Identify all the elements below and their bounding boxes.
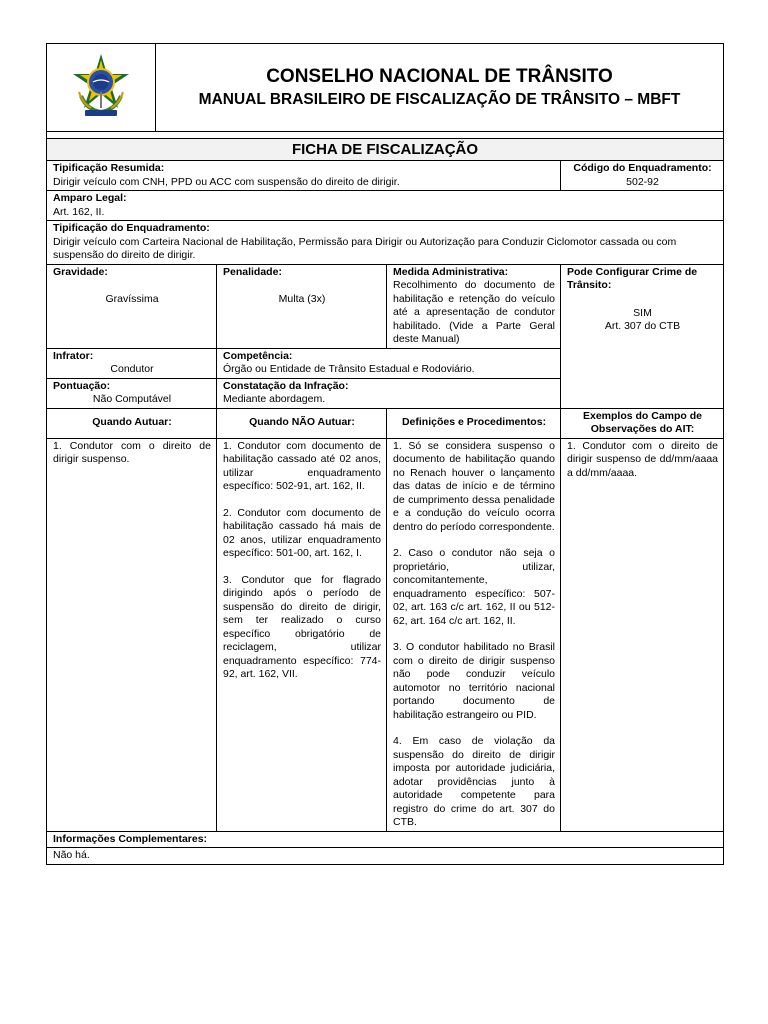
tipificacao-resumida-value: Dirigir veículo com CNH, PPD ou ACC com suspensão do direito de dirigir. bbox=[53, 175, 400, 188]
quando-nao-autuar-item-1: 1. Condutor com documento de habilitação cassado até 02 anos, utilizar enquadramento específico: 502-91, art. 162, II. bbox=[223, 439, 381, 492]
header-row bbox=[47, 44, 724, 132]
content-row bbox=[47, 438, 724, 831]
tipificacao-resumida-label: Tipificação Resumida: bbox=[53, 162, 165, 174]
tipificacao-resumida-cell bbox=[47, 161, 561, 191]
tipificacao-enquadramento-label: Tipificação do Enquadramento: bbox=[53, 222, 210, 234]
medida-administrativa-label: Medida Administrativa: bbox=[393, 265, 509, 278]
crime-cell bbox=[561, 264, 724, 408]
informacoes-value-cell bbox=[47, 848, 724, 865]
pontuacao-label: Pontuação: bbox=[53, 379, 111, 392]
column-header-row bbox=[47, 408, 724, 438]
tipificacao-resumida-row bbox=[47, 161, 724, 191]
codigo-label: Código do Enquadramento: bbox=[573, 162, 712, 174]
col-definicoes: Definições e Procedimentos: bbox=[387, 408, 561, 438]
constatacao-value: Mediante abordagem. bbox=[223, 393, 326, 405]
header-text-cell bbox=[156, 44, 724, 131]
medida-administrativa-value: Recolhimento do documento de habilitação e retenção do veículo até a apresentação de condutor habilitado. (Vide a Parte Geral deste Manual) bbox=[393, 279, 555, 345]
header-title: CONSELHO NACIONAL DE TRÂNSITO bbox=[266, 65, 613, 87]
quando-autuar-cell bbox=[47, 438, 217, 831]
ficha-table bbox=[46, 43, 724, 865]
ficha-title: FICHA DE FISCALIZAÇÃO bbox=[47, 139, 724, 161]
informacoes-value-row bbox=[47, 848, 724, 865]
logo-cell bbox=[47, 44, 156, 131]
definicoes-item-1: 1. Só se considera suspenso o documento de habilitação quando no Renach houver o lançamento das datas de início e de término de cumprimento dessa penalidade e a condução do veículo ocorra dentro do período correspondente. bbox=[393, 439, 555, 533]
infrator-label: Infrator: bbox=[53, 349, 94, 362]
medida-administrativa-cell bbox=[387, 264, 561, 348]
quando-nao-autuar-item-3: 3. Condutor que for flagrado dirigindo após o período de suspensão do direito de dirigir, sem ter realizado o curso específico obrigatório de reciclagem, utilizar enquadramento específico: 774-92, art. 162, VII. bbox=[223, 573, 381, 680]
amparo-legal-label: Amparo Legal: bbox=[53, 192, 127, 204]
definicoes-cell bbox=[387, 438, 561, 831]
quando-nao-autuar-cell bbox=[217, 438, 387, 831]
codigo-cell bbox=[561, 161, 724, 191]
definicoes-item-2: 2. Caso o condutor não seja o proprietário, utilizar, concomitantemente, enquadramento específico: 507-02, art. 163 c/c art. 162, II ou 512-62, art. 164 c/c art. 162, II. bbox=[393, 547, 555, 627]
informacoes-label-row bbox=[47, 831, 724, 848]
pontuacao-value: Não Computável bbox=[92, 393, 172, 405]
penalidade-cell bbox=[217, 264, 387, 348]
amparo-legal-cell bbox=[47, 191, 724, 221]
tipificacao-enquadramento-row bbox=[47, 221, 724, 265]
crime-value: SIM bbox=[633, 306, 652, 319]
col-exemplos: Exemplos do Campo de Observações do AIT: bbox=[561, 408, 724, 438]
crime-label: Pode Configurar Crime de Trânsito: bbox=[567, 265, 698, 291]
quando-autuar-item: 1. Condutor com o direito de dirigir suspenso. bbox=[53, 439, 211, 465]
constatacao-cell bbox=[217, 378, 561, 408]
exemplos-item: 1. Condutor com o direito de dirigir suspenso de dd/mm/aaaa a dd/mm/aaaa. bbox=[567, 439, 718, 479]
pontuacao-cell bbox=[47, 378, 217, 408]
tipificacao-enquadramento-value: Dirigir veículo com Carteira Nacional de Habilitação, Permissão para Dirigir ou Autorização para Conduzir Ciclomotor cassada ou com suspensão do direito de dirigir. bbox=[53, 235, 677, 261]
amparo-legal-row bbox=[47, 191, 724, 221]
informacoes-label-cell bbox=[47, 831, 724, 848]
header-subtitle: MANUAL BRASILEIRO DE FISCALIZAÇÃO DE TRÂNSITO – MBFT bbox=[198, 90, 681, 108]
crime-ref: Art. 307 do CTB bbox=[604, 320, 681, 332]
brazil-coat-of-arms-icon bbox=[67, 52, 135, 118]
competencia-label: Competência: bbox=[223, 349, 293, 362]
fiscalization-sheet bbox=[46, 43, 723, 865]
gravidade-label: Gravidade: bbox=[53, 265, 108, 278]
definicoes-item-3: 3. O condutor habilitado no Brasil com o direito de dirigir suspenso não pode conduzir veículo automotor no território nacional portando documento de habilitação estrangeiro ou PID. bbox=[393, 641, 555, 721]
col-quando-nao-autuar: Quando NÃO Autuar: bbox=[217, 408, 387, 438]
penalidade-value: Multa (3x) bbox=[278, 293, 326, 305]
quando-nao-autuar-item-2: 2. Condutor com documento de habilitação cassado há mais de 02 anos, utilizar enquadramento específico: 501-00, art. 162, I. bbox=[223, 506, 381, 559]
informacoes-value: Não há. bbox=[53, 849, 90, 861]
competencia-value: Órgão ou Entidade de Trânsito Estadual e Rodoviário. bbox=[223, 363, 475, 375]
gravidade-value: Gravíssima bbox=[105, 293, 159, 305]
spacer-row bbox=[47, 132, 724, 139]
constatacao-label: Constatação da Infração: bbox=[223, 379, 349, 392]
competencia-cell bbox=[217, 348, 561, 378]
gravidade-row bbox=[47, 264, 724, 348]
gravidade-cell bbox=[47, 264, 217, 348]
penalidade-label: Penalidade: bbox=[223, 265, 282, 278]
tipificacao-enquadramento-cell bbox=[47, 221, 724, 265]
col-quando-autuar: Quando Autuar: bbox=[47, 408, 217, 438]
informacoes-label: Informações Complementares: bbox=[53, 832, 208, 845]
definicoes-item-4: 4. Em caso de violação da suspensão do direito de dirigir imposta por autoridade judiciária, adotar providências junto à autoridade competente para registro do crime do art. 307 do CTB. bbox=[393, 735, 555, 828]
codigo-value: 502-92 bbox=[626, 175, 659, 188]
amparo-legal-value: Art. 162, II. bbox=[53, 205, 105, 218]
exemplos-cell bbox=[561, 438, 724, 831]
ficha-title-row bbox=[47, 139, 724, 161]
infrator-cell bbox=[47, 348, 217, 378]
infrator-value: Condutor bbox=[110, 363, 154, 375]
